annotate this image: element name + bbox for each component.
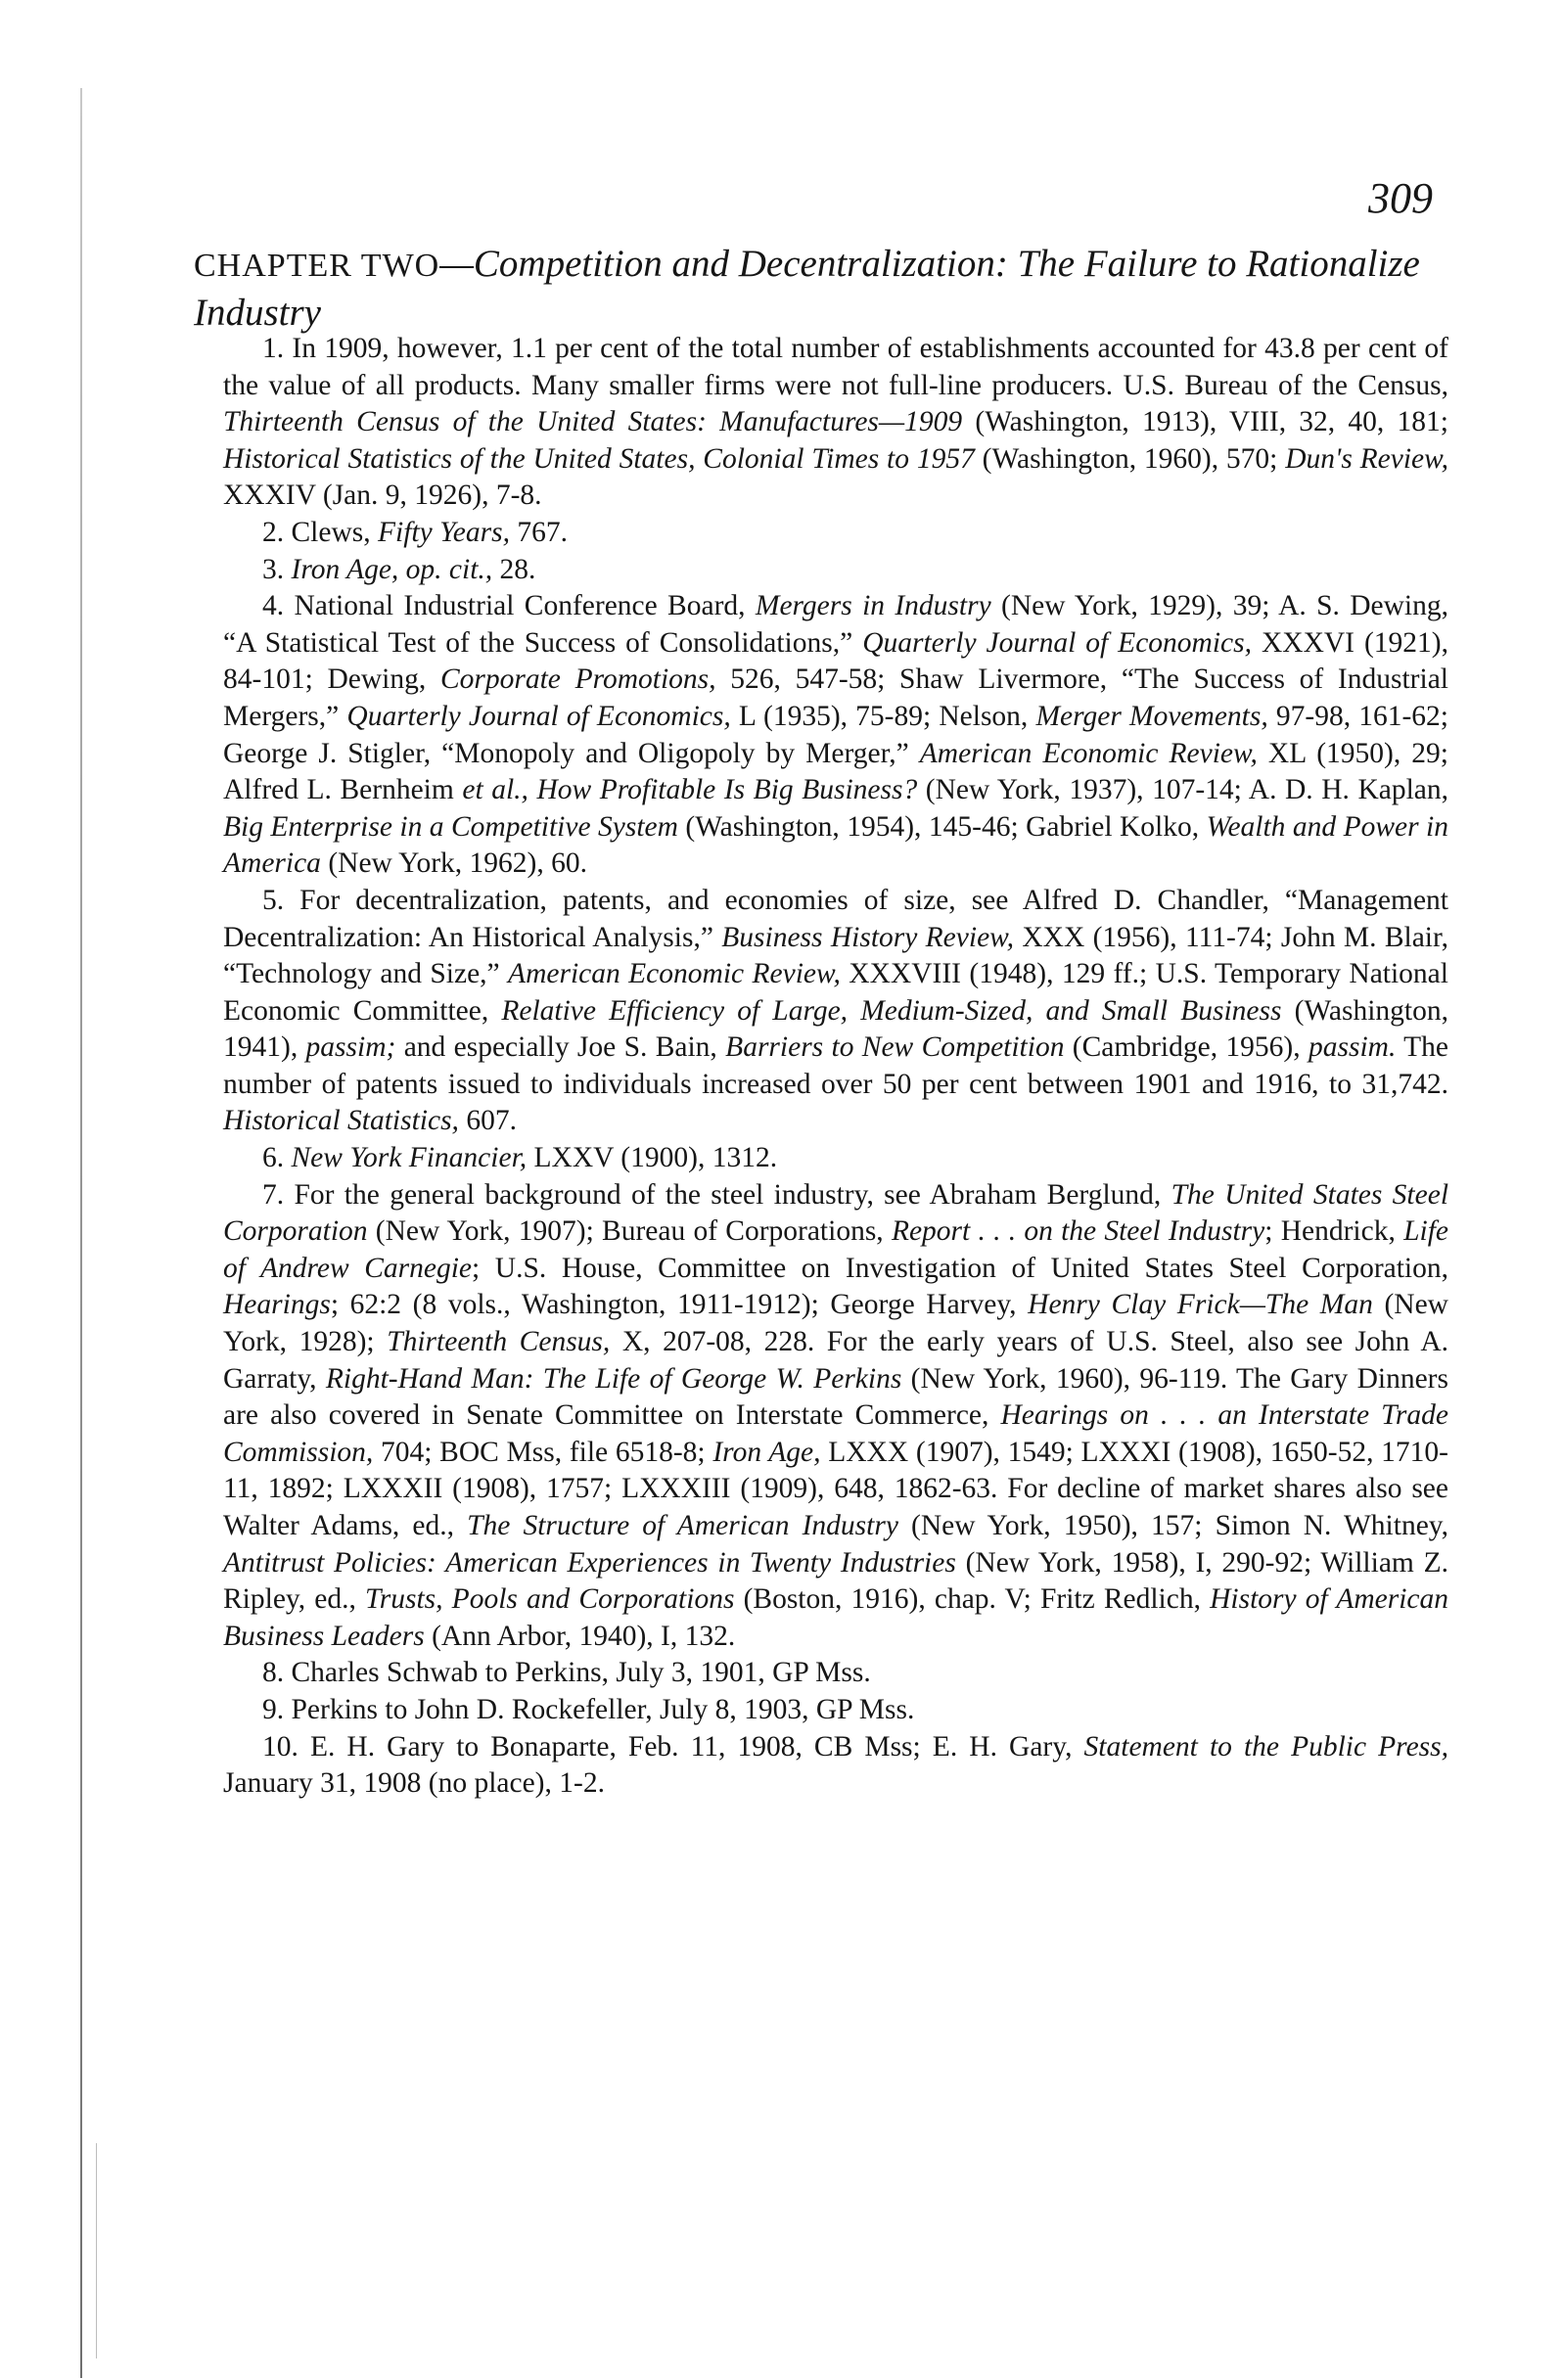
endnote-number: 6.: [262, 1142, 292, 1174]
endnote-text: January 31, 1908 (no place), 1-2.: [223, 1767, 605, 1800]
endnote-text: Clews,: [291, 516, 378, 548]
endnote-number: 10.: [262, 1730, 310, 1762]
endnote-text: (Cambridge, 1956),: [1064, 1031, 1308, 1064]
endnote-text: XXX (1956), 111-74; John M. Blair, “Technology and Size,”: [223, 921, 1449, 990]
endnote-text: LXXV (1900), 1312.: [527, 1142, 778, 1174]
endnote-text: 607.: [458, 1105, 517, 1137]
endnote-text: LXXX (1907), 1549; LXXXI (1908), 1650-52, 1710-11, 1892; LXXXII (1908), 1757; LXXXIII (1909), 648, 1862-63. For decline of market shares also see Walter Adams, ed.,: [223, 1436, 1449, 1541]
endnote-number: 5.: [262, 884, 300, 916]
endnote-text: (New York, 1958), I, 290-92; William Z. Ripley, ed.,: [223, 1546, 1448, 1616]
endnote-text: For the general background of the steel industry, see Abraham Berglund,: [294, 1178, 1171, 1211]
endnote-title-italic: Thirteenth Census,: [387, 1326, 611, 1358]
endnote-text: L (1935), 75-89; Nelson,: [730, 700, 1036, 732]
chapter-label: CHAPTER TWO: [194, 248, 440, 284]
page-edge-mark: [96, 2143, 97, 2358]
endnote-text: 526, 547-58; Shaw Livermore, “The Success of Industrial Mergers,”: [223, 664, 1448, 732]
endnote-text: ; U.S. House, Committee on Investigation of United States Steel Corporation,: [472, 1252, 1448, 1284]
endnote-number: 1.: [262, 333, 293, 364]
endnote-text: (New York, 1960), 96-119. The Gary Dinners are also covered in Senate Committee on Interstate Commerce,: [223, 1362, 1448, 1432]
endnote-text: Charles Schwab to Perkins, July 3, 1901, GP Mss.: [291, 1657, 871, 1689]
endnote-text: The number of patents issued to individuals increased over 50 per cent between 1901 and 1916, to 31,742.: [223, 1031, 1449, 1100]
endnote-text: ; 62:2 (8 vols., Washington, 1911-1912); George Harvey,: [330, 1289, 1029, 1321]
endnotes-list: [223, 331, 1448, 1803]
endnote: [223, 515, 1448, 552]
endnote-title-italic: Report . . . on the Steel Industry: [891, 1215, 1265, 1248]
endnote-title-italic: Thirteenth Census of the United States: Manufactures—1909: [223, 406, 963, 438]
endnote-text: (New York, 1962), 60.: [320, 847, 587, 880]
endnote-title-italic: Wealth and Power in America: [223, 810, 1448, 880]
endnote-text: 28.: [492, 553, 536, 585]
endnote-text: In 1909, however, 1.1 per cent of the total number of establishments accounted for 43.8 per cent of the value of all products. Many smaller firms were not full-line producers. U.S. Bureau of the Census,: [223, 333, 1449, 401]
endnote-text: (New York, 1929), 39; A. S. Dewing, “A Statistical Test of the Success of Consolidations,”: [223, 590, 1448, 659]
endnote-text: ; Hendrick,: [1264, 1215, 1404, 1248]
endnote-text: 704; BOC Mss, file 6518-8;: [373, 1436, 713, 1468]
endnote-title-italic: Historical Statistics of the United States, Colonial Times to 1957: [223, 442, 975, 475]
endnote-text: 767.: [509, 516, 568, 548]
endnote-text: (New York, 1928);: [223, 1289, 1448, 1358]
endnote-number: 7.: [262, 1178, 295, 1211]
endnote-title-italic: Quarterly Journal of Economics,: [862, 626, 1252, 659]
endnote-text: National Industrial Conference Board,: [294, 590, 756, 622]
endnote-title-italic: The United States Steel Corporation: [223, 1178, 1449, 1248]
endnote-text: X, 207-08, 228. For the early years of U.S. Steel, also see John A. Garraty,: [223, 1326, 1448, 1395]
page-number: 309: [1368, 174, 1433, 222]
endnote-text: and especially Joe S. Bain,: [395, 1031, 726, 1064]
endnote: [223, 1655, 1448, 1692]
endnote-number: 3.: [262, 553, 292, 585]
endnote-text: XXXVI (1921), 84-101; Dewing,: [223, 626, 1448, 696]
endnote: [223, 588, 1448, 883]
chapter-heading: [194, 241, 1443, 337]
page-binding-edge: [80, 88, 82, 2378]
endnote: [223, 1140, 1448, 1177]
endnote-title-italic: passim;: [305, 1031, 396, 1064]
endnote-title-italic: Hearings on . . . an Interstate Trade Commission,: [223, 1399, 1449, 1468]
endnote-title-italic: et al.,: [462, 774, 528, 806]
endnote-title-italic: American Economic Review,: [919, 737, 1258, 769]
endnote-title-italic: New York Financier,: [291, 1142, 528, 1174]
endnote-title-italic: Barriers to New Competition: [725, 1031, 1065, 1064]
endnote-title-italic: Hearings: [223, 1289, 331, 1321]
endnote: [223, 1729, 1448, 1803]
endnote-title-italic: Antitrust Policies: American Experiences in Twenty Industries: [223, 1546, 956, 1579]
endnote: [223, 1177, 1448, 1656]
endnote-title-italic: How Profitable Is Big Business?: [536, 774, 918, 806]
endnote: [223, 331, 1448, 515]
endnote-text: (Ann Arbor, 1940), I, 132.: [424, 1620, 736, 1652]
endnote-title-italic: Fifty Years,: [378, 516, 510, 548]
endnote-title-italic: Henry Clay Frick—The Man: [1028, 1289, 1373, 1321]
endnote-title-italic: Iron Age,: [712, 1436, 821, 1468]
endnote-title-italic: Trusts, Pools and Corporations: [365, 1583, 735, 1616]
endnote-text: (Washington, 1960), 570;: [974, 442, 1286, 475]
endnote-text: (Washington, 1941),: [223, 994, 1448, 1064]
endnote-title-italic: The Structure of American Industry: [467, 1510, 898, 1541]
endnote-title-italic: History of American Business Leaders: [223, 1583, 1448, 1652]
endnote-text: For decentralization, patents, and economies of size, see Alfred D. Chandler, “Management Decentralization: An Historical Analysis,”: [223, 884, 1448, 953]
chapter-title: —Competition and Decentralization: The Failure to Rationalize Industry: [194, 243, 1420, 334]
endnote-title-italic: Big Enterprise in a Competitive System: [223, 810, 678, 843]
endnote-text: (Washington, 1913), VIII, 32, 40, 181;: [962, 406, 1448, 438]
endnote-text: XXXVIII (1948), 129 ff.; U.S. Temporary National Economic Committee,: [223, 958, 1448, 1027]
endnote: [223, 552, 1448, 589]
endnote-title-italic: Right-Hand Man: The Life of George W. Perkins: [325, 1362, 902, 1395]
endnote-text: (New York, 1950), 157; Simon N. Whitney,: [897, 1510, 1449, 1541]
endnote-title-italic: Merger Movements,: [1035, 700, 1268, 732]
endnote-text: (Boston, 1916), chap. V; Fritz Redlich,: [734, 1583, 1211, 1616]
endnote-title-italic: Quarterly Journal of Economics,: [346, 700, 731, 732]
endnote-text: 97-98, 161-62; George J. Stigler, “Monopoly and Oligopoly by Merger,”: [223, 700, 1449, 769]
endnote: [223, 1692, 1448, 1729]
endnote-number: 4.: [262, 590, 295, 622]
endnote-text: (New York, 1937), 107-14; A. D. H. Kaplan,: [917, 774, 1449, 806]
endnote-text: (Washington, 1954), 145-46; Gabriel Kolko,: [677, 810, 1207, 843]
endnote-title-italic: Dun's Review,: [1285, 442, 1449, 475]
endnote-title-italic: American Economic Review,: [508, 958, 841, 990]
endnote-title-italic: passim.: [1308, 1031, 1397, 1064]
endnote-title-italic: Life of Andrew Carnegie: [223, 1215, 1448, 1284]
endnote-number: 2.: [262, 516, 292, 548]
endnote-title-italic: Corporate Promotions,: [439, 664, 716, 696]
endnote-text: XL (1950), 29; Alfred L. Bernheim: [223, 737, 1448, 806]
endnote-title-italic: Mergers in Industry: [755, 590, 991, 622]
endnote-title-italic: Relative Efficiency of Large, Medium-Sized, and Small Business: [501, 994, 1282, 1027]
endnote-text: (New York, 1907); Bureau of Corporations,: [367, 1215, 892, 1248]
endnote-number: 9.: [262, 1693, 292, 1725]
endnote-title-italic: Historical Statistics,: [223, 1105, 459, 1137]
endnote-title-italic: Business History Review,: [721, 921, 1015, 953]
endnote-text: XXXIV (Jan. 9, 1926), 7-8.: [223, 480, 542, 512]
endnote: [223, 883, 1448, 1140]
endnote-number: 8.: [262, 1657, 292, 1689]
endnote-title-italic: Iron Age, op. cit.,: [291, 553, 493, 585]
endnote-title-italic: Statement to the Public Press,: [1083, 1730, 1448, 1762]
endnote-text: E. H. Gary to Bonaparte, Feb. 11, 1908, CB Mss; E. H. Gary,: [309, 1730, 1084, 1762]
endnote-text: Perkins to John D. Rockefeller, July 8, 1903, GP Mss.: [291, 1693, 915, 1725]
